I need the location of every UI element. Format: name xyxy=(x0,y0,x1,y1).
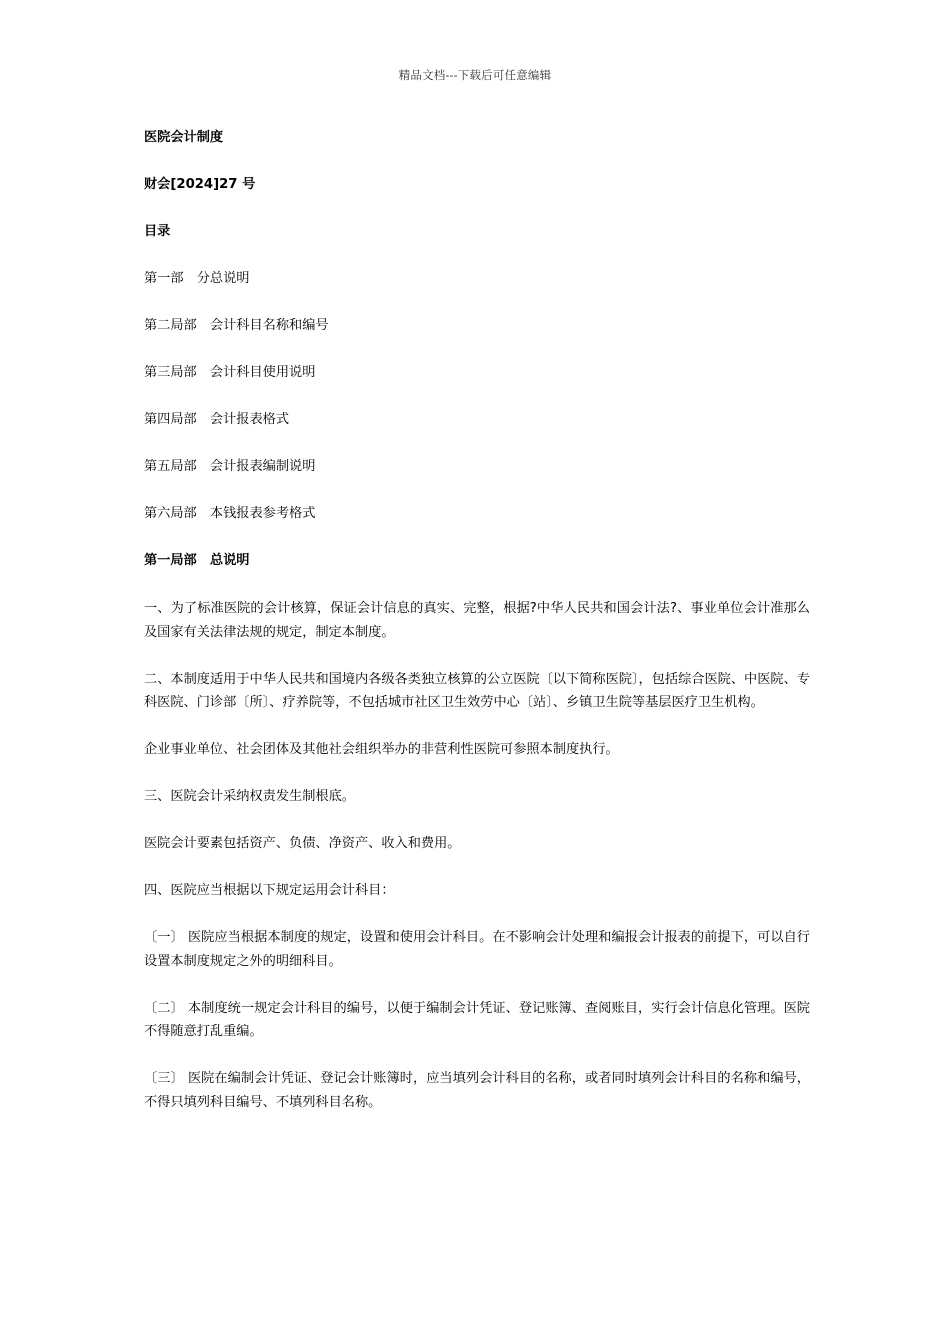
document-number: 财会[2024]27 号 xyxy=(144,177,256,192)
paragraph-2: 二、本制度适用于中华人民共和国境内各级各类独立核算的公立医院〔以下简称医院〕，包括综合医院、中医院、专科医院、门诊部〔所〕、疗养院等，不包括城市社区卫生效劳中心〔站〕、乡镇卫生院等基层医疗卫生机构。 xyxy=(144,671,810,710)
paragraph-4: 三、医院会计采纳权责发生制根底。 xyxy=(144,789,355,804)
section-heading: 第一局部 总说明 xyxy=(144,553,250,568)
toc-item-6: 第六局部 本钱报表参考格式 xyxy=(144,506,316,521)
document-title: 医院会计制度 xyxy=(144,130,224,145)
page-header: 精品文档---下载后可任意编辑 xyxy=(398,68,552,82)
toc-heading: 目录 xyxy=(144,224,171,239)
toc-item-4: 第四局部 会计报表格式 xyxy=(144,412,290,427)
paragraph-5: 医院会计要素包括资产、负债、净资产、收入和费用。 xyxy=(144,836,461,851)
toc-item-3: 第三局部 会计科目使用说明 xyxy=(144,365,316,380)
paragraph-1: 一、为了标准医院的会计核算，保证会计信息的真实、完整，根据?中华人民共和国会计法?、事业单位会计准那么及国家有关法律法规的规定，制定本制度。 xyxy=(144,601,810,640)
paragraph-3: 企业事业单位、社会团体及其他社会组织举办的非营利性医院可参照本制度执行。 xyxy=(144,742,619,757)
paragraph-7: 〔一〕 医院应当根据本制度的规定，设置和使用会计科目。在不影响会计处理和编报会计报表的前提下，可以自行设置本制度规定之外的明细科目。 xyxy=(144,930,810,969)
toc-item-1: 第一部 分总说明 xyxy=(144,271,250,286)
paragraph-6: 四、医院应当根据以下规定运用会计科目： xyxy=(144,883,395,898)
document-body xyxy=(144,127,810,1138)
paragraph-8: 〔二〕 本制度统一规定会计科目的编号，以便于编制会计凭证、登记账簿、查阅账目，实行会计信息化管理。医院不得随意打乱重编。 xyxy=(144,1000,810,1039)
toc-item-5: 第五局部 会计报表编制说明 xyxy=(144,459,316,474)
paragraph-9: 〔三〕 医院在编制会计凭证、登记会计账簿时，应当填列会计科目的名称，或者同时填列会计科目的名称和编号，不得只填列科目编号、不填列科目名称。 xyxy=(144,1071,810,1110)
toc-item-2: 第二局部 会计科目名称和编号 xyxy=(144,318,329,333)
